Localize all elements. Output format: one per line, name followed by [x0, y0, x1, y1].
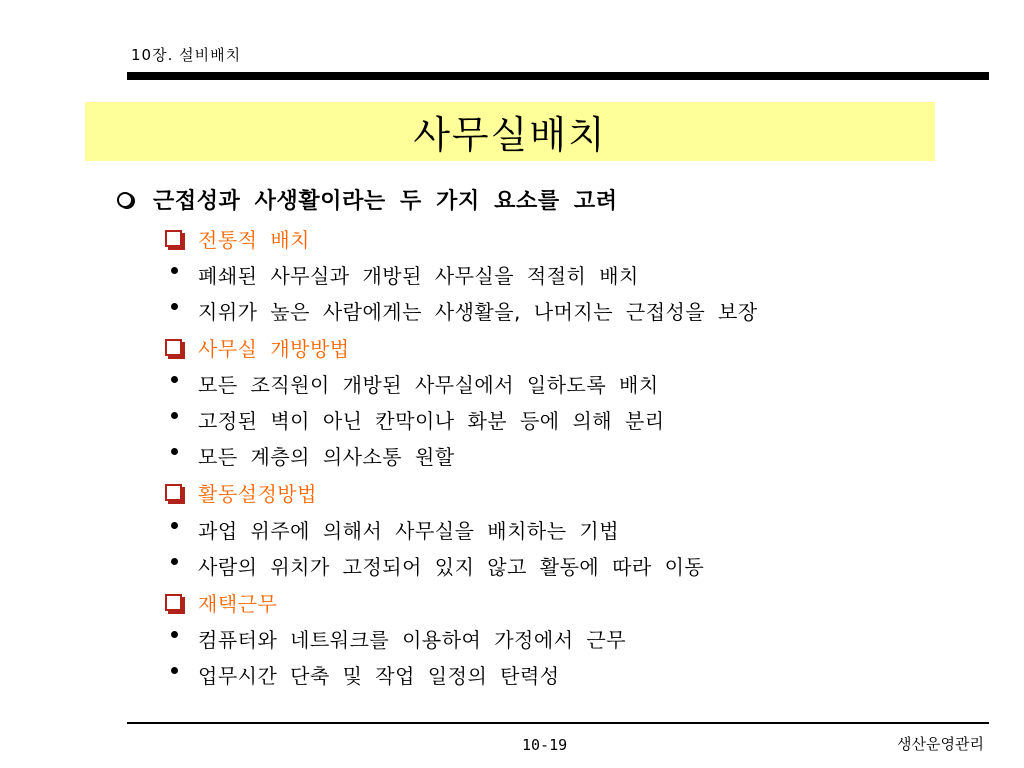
dot-bullet-icon	[171, 631, 178, 638]
list-item-text: 지위가 높은 사람에게는 사생활을, 나머지는 근접성을 보장	[198, 300, 758, 324]
list-item-text: 폐쇄된 사무실과 개방된 사무실을 적절히 배치	[198, 264, 639, 288]
list-item	[165, 515, 619, 544]
main-point	[117, 184, 618, 215]
footer-divider	[127, 722, 989, 724]
list-item-text: 사람의 위치가 고정되어 있지 않고 활동에 따라 이동	[198, 555, 705, 579]
section-heading	[165, 333, 350, 362]
section-heading-text: 사무실 개방방법	[198, 337, 350, 361]
list-item-text: 모든 조직원이 개방된 사무실에서 일하도록 배치	[198, 373, 659, 397]
dot-bullet-icon	[171, 267, 178, 274]
list-item	[165, 369, 659, 398]
list-item-text: 컴퓨터와 네트워크를 이용하여 가정에서 근무	[198, 628, 627, 652]
section-heading	[165, 478, 317, 507]
dot-bullet-icon	[171, 376, 178, 383]
list-item	[165, 296, 758, 325]
list-item	[165, 441, 455, 470]
dot-bullet-icon	[171, 522, 178, 529]
section-heading	[165, 588, 277, 617]
checkbox-bullet-icon	[165, 484, 182, 501]
page-number: 10-19	[522, 736, 568, 754]
dot-bullet-icon	[171, 667, 178, 674]
list-item-text: 업무시간 단축 및 작업 일정의 탄력성	[198, 664, 560, 688]
list-item-text: 과업 위주에 의해서 사무실을 배치하는 기법	[198, 519, 620, 543]
checkbox-bullet-icon	[165, 339, 182, 356]
dot-bullet-icon	[171, 448, 178, 455]
list-item-text: 모든 계층의 의사소통 원할	[198, 445, 455, 469]
dot-bullet-icon	[171, 412, 178, 419]
dot-bullet-icon	[171, 303, 178, 310]
list-item	[165, 405, 665, 434]
header-divider	[127, 72, 989, 80]
list-item-text: 고정된 벽이 아닌 칸막이나 화분 등에 의해 분리	[198, 409, 665, 433]
section-heading	[165, 224, 310, 253]
section-heading-text: 재택근무	[198, 592, 278, 616]
dot-bullet-icon	[171, 558, 178, 565]
checkbox-bullet-icon	[165, 230, 182, 247]
chapter-label: 10장. 설비배치	[131, 46, 242, 64]
checkbox-bullet-icon	[165, 594, 182, 611]
slide-title: 사무실배치	[413, 113, 607, 157]
list-item	[165, 660, 560, 689]
title-banner	[85, 102, 935, 161]
section-heading-text: 전통적 배치	[198, 228, 310, 252]
course-name: 생산운영관리	[897, 735, 984, 753]
list-item	[165, 551, 704, 580]
circle-bullet-icon	[117, 192, 133, 208]
main-point-text: 근접성과 사생활이라는 두 가지 요소를 고려	[153, 189, 618, 214]
section-heading-text: 활동설정방법	[198, 482, 317, 506]
list-item	[165, 260, 639, 289]
list-item	[165, 624, 626, 653]
